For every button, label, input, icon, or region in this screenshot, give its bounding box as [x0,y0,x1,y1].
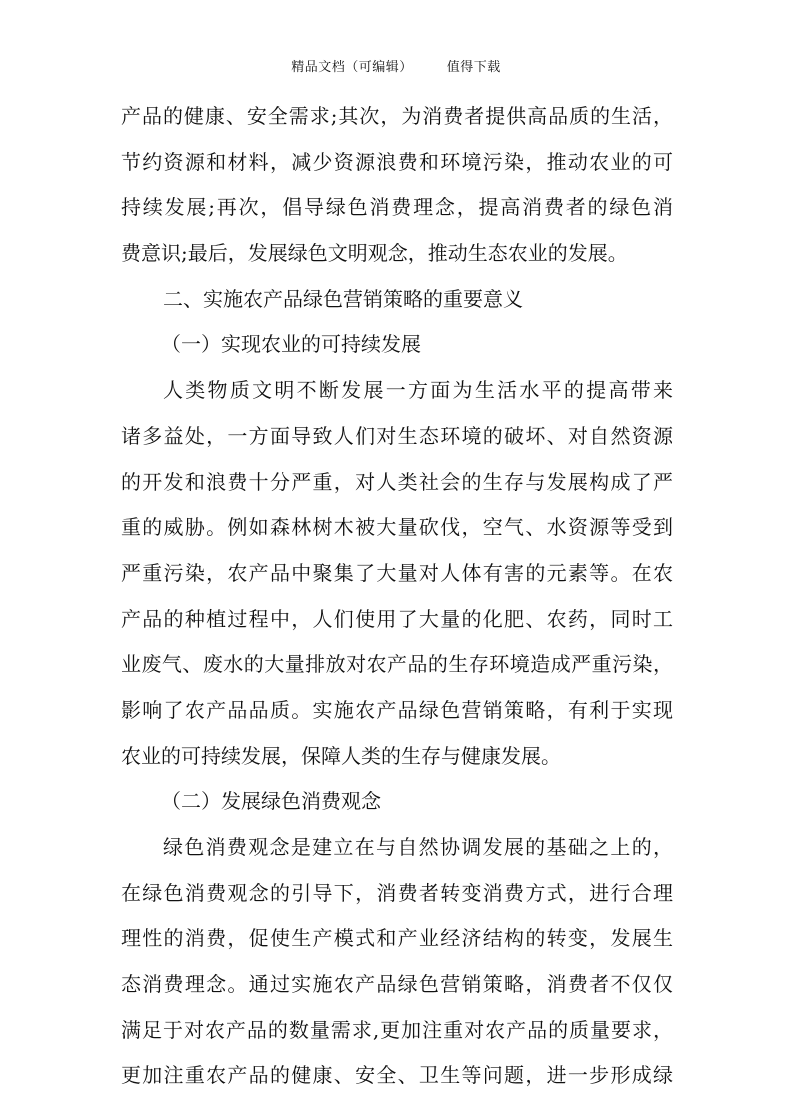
paragraph-line: 态消费理念。通过实施农产品绿色营销策略，消费者不仅仅 [121,972,673,997]
paragraph-line: 理性的消费，促使生产模式和产业经济结构的转变，发展生 [121,926,673,951]
paragraph-line: 更加注重农产品的健康、安全、卫生等问题，进一步形成绿 [121,1063,673,1088]
paragraph-line: 重的威胁。例如森林树木被大量砍伐，空气、水资源等受到 [121,515,673,540]
paragraph-line: 持续发展;再次，倡导绿色消费理念，提高消费者的绿色消 [121,195,673,220]
paragraph-line: 农业的可持续发展，保障人类的生存与健康发展。 [121,743,561,768]
subsection-heading: （一）实现农业的可持续发展 [161,332,421,357]
paragraph-line: 在绿色消费观念的引导下，消费者转变消费方式，进行合理 [121,880,673,905]
section-heading: 二、实施农产品绿色营销策略的重要意义 [163,286,523,311]
header-right-text: 值得下载 [446,60,501,75]
paragraph-line: 产品的种植过程中，人们使用了大量的化肥、农药，同时工 [121,606,673,631]
paragraph-line: 人类物质文明不断发展一方面为生活水平的提高带来 [163,378,673,403]
paragraph-line: 节约资源和材料，减少资源浪费和环境污染，推动农业的可 [121,149,673,174]
paragraph-line: 绿色消费观念是建立在与自然协调发展的基础之上的， [163,835,673,859]
paragraph-line: 影响了农产品品质。实施农产品绿色营销策略，有利于实现 [121,697,673,722]
document-body [121,94,673,1099]
header-left-text: 精品文档（可编辑） [291,60,413,75]
paragraph-line: 满足于对农产品的数量需求,更加注重对农产品的质量要求， [121,1017,673,1042]
paragraph-line: 严重污染，农产品中聚集了大量对人体有害的元素等。在农 [121,560,673,585]
paragraph-line: 费意识;最后，发展绿色文明观念，推动生态农业的发展。 [121,241,628,266]
paragraph-line: 业废气、废水的大量排放对农产品的生存环境造成严重污染， [121,652,673,677]
page-header [0,56,792,75]
paragraph-line: 产品的健康、安全需求;其次，为消费者提供高品质的生活， [121,104,673,128]
subsection-heading: （二）发展绿色消费观念 [161,789,381,814]
paragraph-line: 的开发和浪费十分严重，对人类社会的生存与发展构成了严 [121,469,673,494]
paragraph-line: 诸多益处，一方面导致人们对生态环境的破坏、对自然资源 [121,423,673,448]
